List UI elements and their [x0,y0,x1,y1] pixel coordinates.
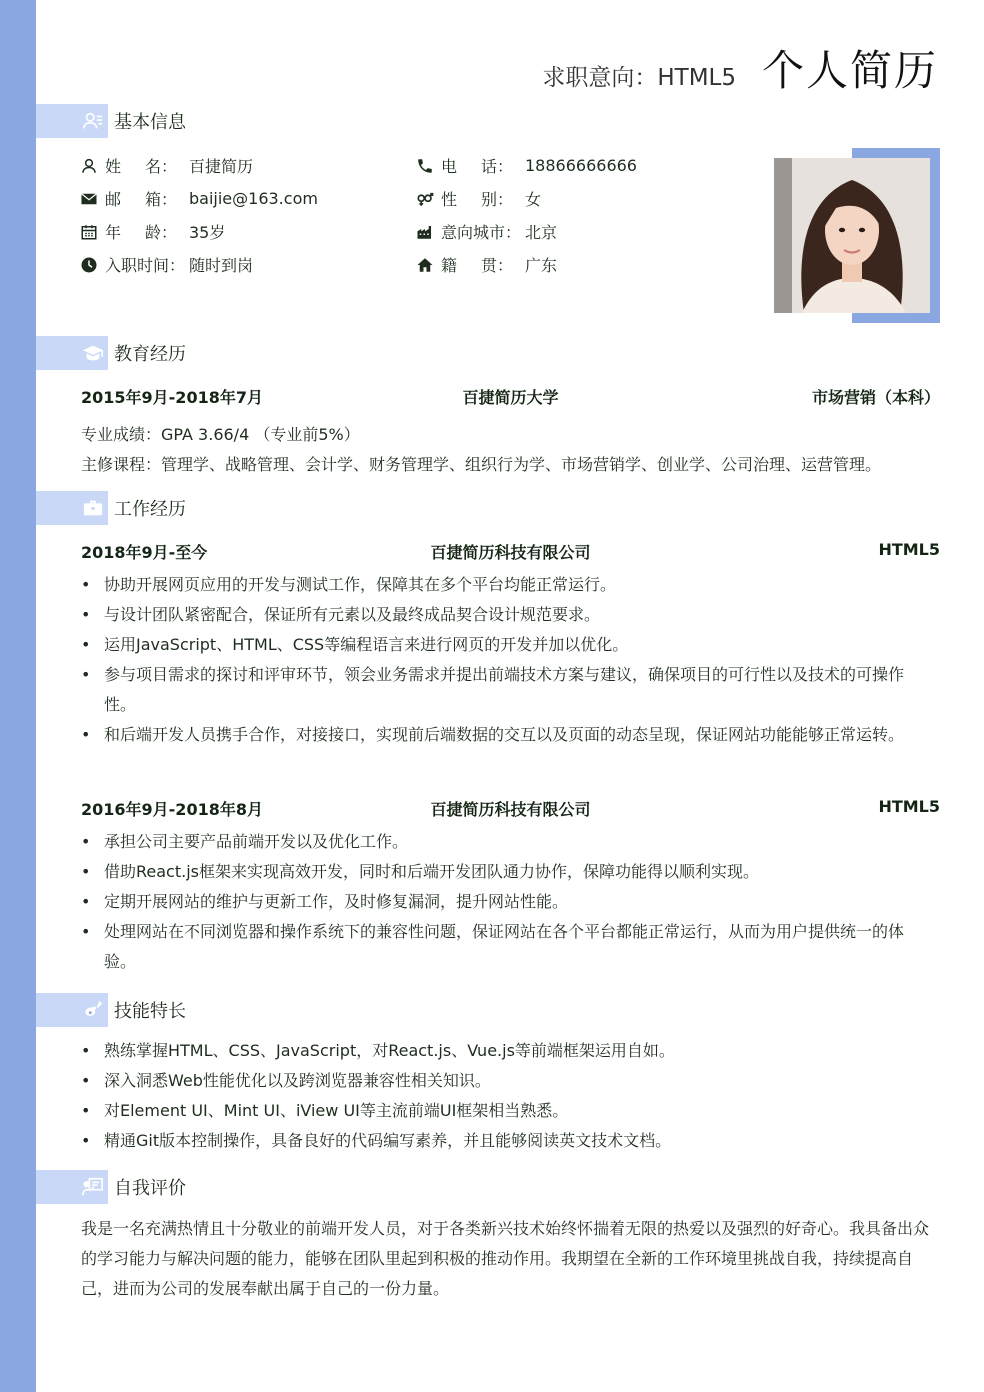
city-icon [416,223,434,241]
info-value: 百捷简历 [189,157,254,176]
work-period: 2018年9月-至今 [81,543,208,562]
info-value: 广东 [525,256,558,275]
work-row-1 [81,540,940,563]
info-city [416,220,557,243]
list-item: • 熟练掌握HTML、CSS、JavaScript，对React.js、Vue.js等前端框架运用自如。 [81,1036,933,1066]
list-item: • 运用JavaScript、HTML、CSS等编程语言来进行网页的开发并加以优化。 [81,630,933,660]
work-role: HTML5 [878,797,940,816]
info-label: 籍 贯： [441,256,513,275]
work-role: HTML5 [878,540,940,559]
info-label: 意向城市： [441,223,522,242]
list-item: • 承担公司主要产品前端开发以及优化工作。 [81,827,933,857]
work-period: 2016年9月-2018年8月 [81,800,263,819]
info-label: 年 龄： [105,223,177,242]
info-start [80,253,253,276]
info-age [80,220,225,243]
section-education [36,336,936,370]
info-phone [416,154,637,177]
info-gender [416,187,541,210]
guitar-icon [36,993,108,1027]
skills-list [81,1036,933,1156]
work-2-duties [81,827,933,977]
self-eval-text: 我是一名充满热情且十分敬业的前端开发人员，对于各类新兴技术始终怀揣着无限的热爱以及强烈的好奇心。我具备出众的学习能力与解决问题的能力，能够在团队里起到积极的推动作用。我期望在全新的工作环境里挑战自我，持续提高自己，进而为公司的发展奉献出属于自己的一份力量。 [81,1219,930,1298]
work-1-duties [81,570,933,750]
person-card-icon [36,104,108,138]
list-item: • 深入洞悉Web性能优化以及跨浏览器兼容性相关知识。 [81,1066,933,1096]
section-title: 工作经历 [114,499,186,520]
list-item: • 定期开展网站的维护与更新工作，及时修复漏洞，提升网站性能。 [81,887,933,917]
list-item: • 与设计团队紧密配合，保证所有元素以及最终成品契合设计规范要求。 [81,600,933,630]
work-company: 百捷简历科技有限公司 [430,543,591,562]
section-skills [36,993,936,1027]
edu-period: 2015年9月-2018年7月 [81,388,263,407]
profile-photo [774,158,930,313]
info-value: baijie@163.com [189,189,318,208]
info-label: 性 别： [441,190,513,209]
phone-icon [416,157,434,175]
calendar-icon [80,223,98,241]
list-item: • 和后端开发人员携手合作，对接接口，实现前后端数据的交互以及页面的动态呈现，保证网站功能能够正常运转。 [81,720,933,750]
education-row [81,385,940,408]
job-intent: 求职意向：HTML5 [542,65,736,91]
list-item: • 对Element UI、Mint UI、iView UI等主流前端UI框架相当熟悉。 [81,1096,933,1126]
briefcase-icon [36,491,108,525]
gender-icon [416,190,434,208]
info-origin [416,253,557,276]
section-title: 技能特长 [114,1001,186,1022]
work-company: 百捷简历科技有限公司 [430,800,591,819]
info-value: 35岁 [189,223,226,242]
edu-gpa: 专业成绩：GPA 3.66/4 （专业前5%） [81,425,360,444]
info-value: 18866666666 [525,156,637,175]
info-name [80,154,253,177]
section-basic-info [36,104,936,138]
list-item: • 参与项目需求的探讨和评审环节，领会业务需求并提出前端技术方案与建议，确保项目的可行性以及技术的可操作性。 [81,660,933,720]
home-icon [416,256,434,274]
list-item: • 处理网站在不同浏览器和操作系统下的兼容性问题，保证网站在各个平台都能正常运行，从而为用户提供统一的体验。 [81,917,933,977]
user-icon [80,157,98,175]
info-value: 女 [525,190,542,209]
list-item: • 精通Git版本控制操作，具备良好的代码编写素养，并且能够阅读英文技术文档。 [81,1126,933,1156]
info-value: 北京 [525,223,558,242]
graduation-cap-icon [36,336,108,370]
list-item: • 借助React.js框架来实现高效开发，同时和后端开发团队通力协作，保障功能得以顺利实现。 [81,857,933,887]
edu-major: 市场营销（本科） [811,388,940,407]
work-row-2 [81,797,940,820]
info-value: 随时到岗 [189,256,254,275]
left-accent-bar [0,0,36,1392]
edu-courses: 主修课程：管理学、战略管理、会计学、财务管理学、组织行为学、市场营销学、创业学、公司治理、运营管理。 [81,455,882,474]
header [542,38,938,98]
info-label: 姓 名： [105,157,177,176]
info-label: 入职时间： [105,256,186,275]
mail-icon [80,190,98,208]
info-email [80,187,318,210]
section-title: 基本信息 [114,112,186,133]
section-title: 教育经历 [114,344,186,365]
edu-school: 百捷简历大学 [462,388,559,407]
section-title: 自我评价 [114,1178,186,1199]
resume-title: 个人简历 [761,46,938,95]
info-label: 电 话： [441,157,513,176]
section-self-eval [36,1170,936,1204]
presentation-icon [36,1170,108,1204]
info-label: 邮 箱： [105,190,177,209]
list-item: • 协助开展网页应用的开发与测试工作，保障其在多个平台均能正常运行。 [81,570,933,600]
clock-icon [80,256,98,274]
section-work [36,491,936,525]
